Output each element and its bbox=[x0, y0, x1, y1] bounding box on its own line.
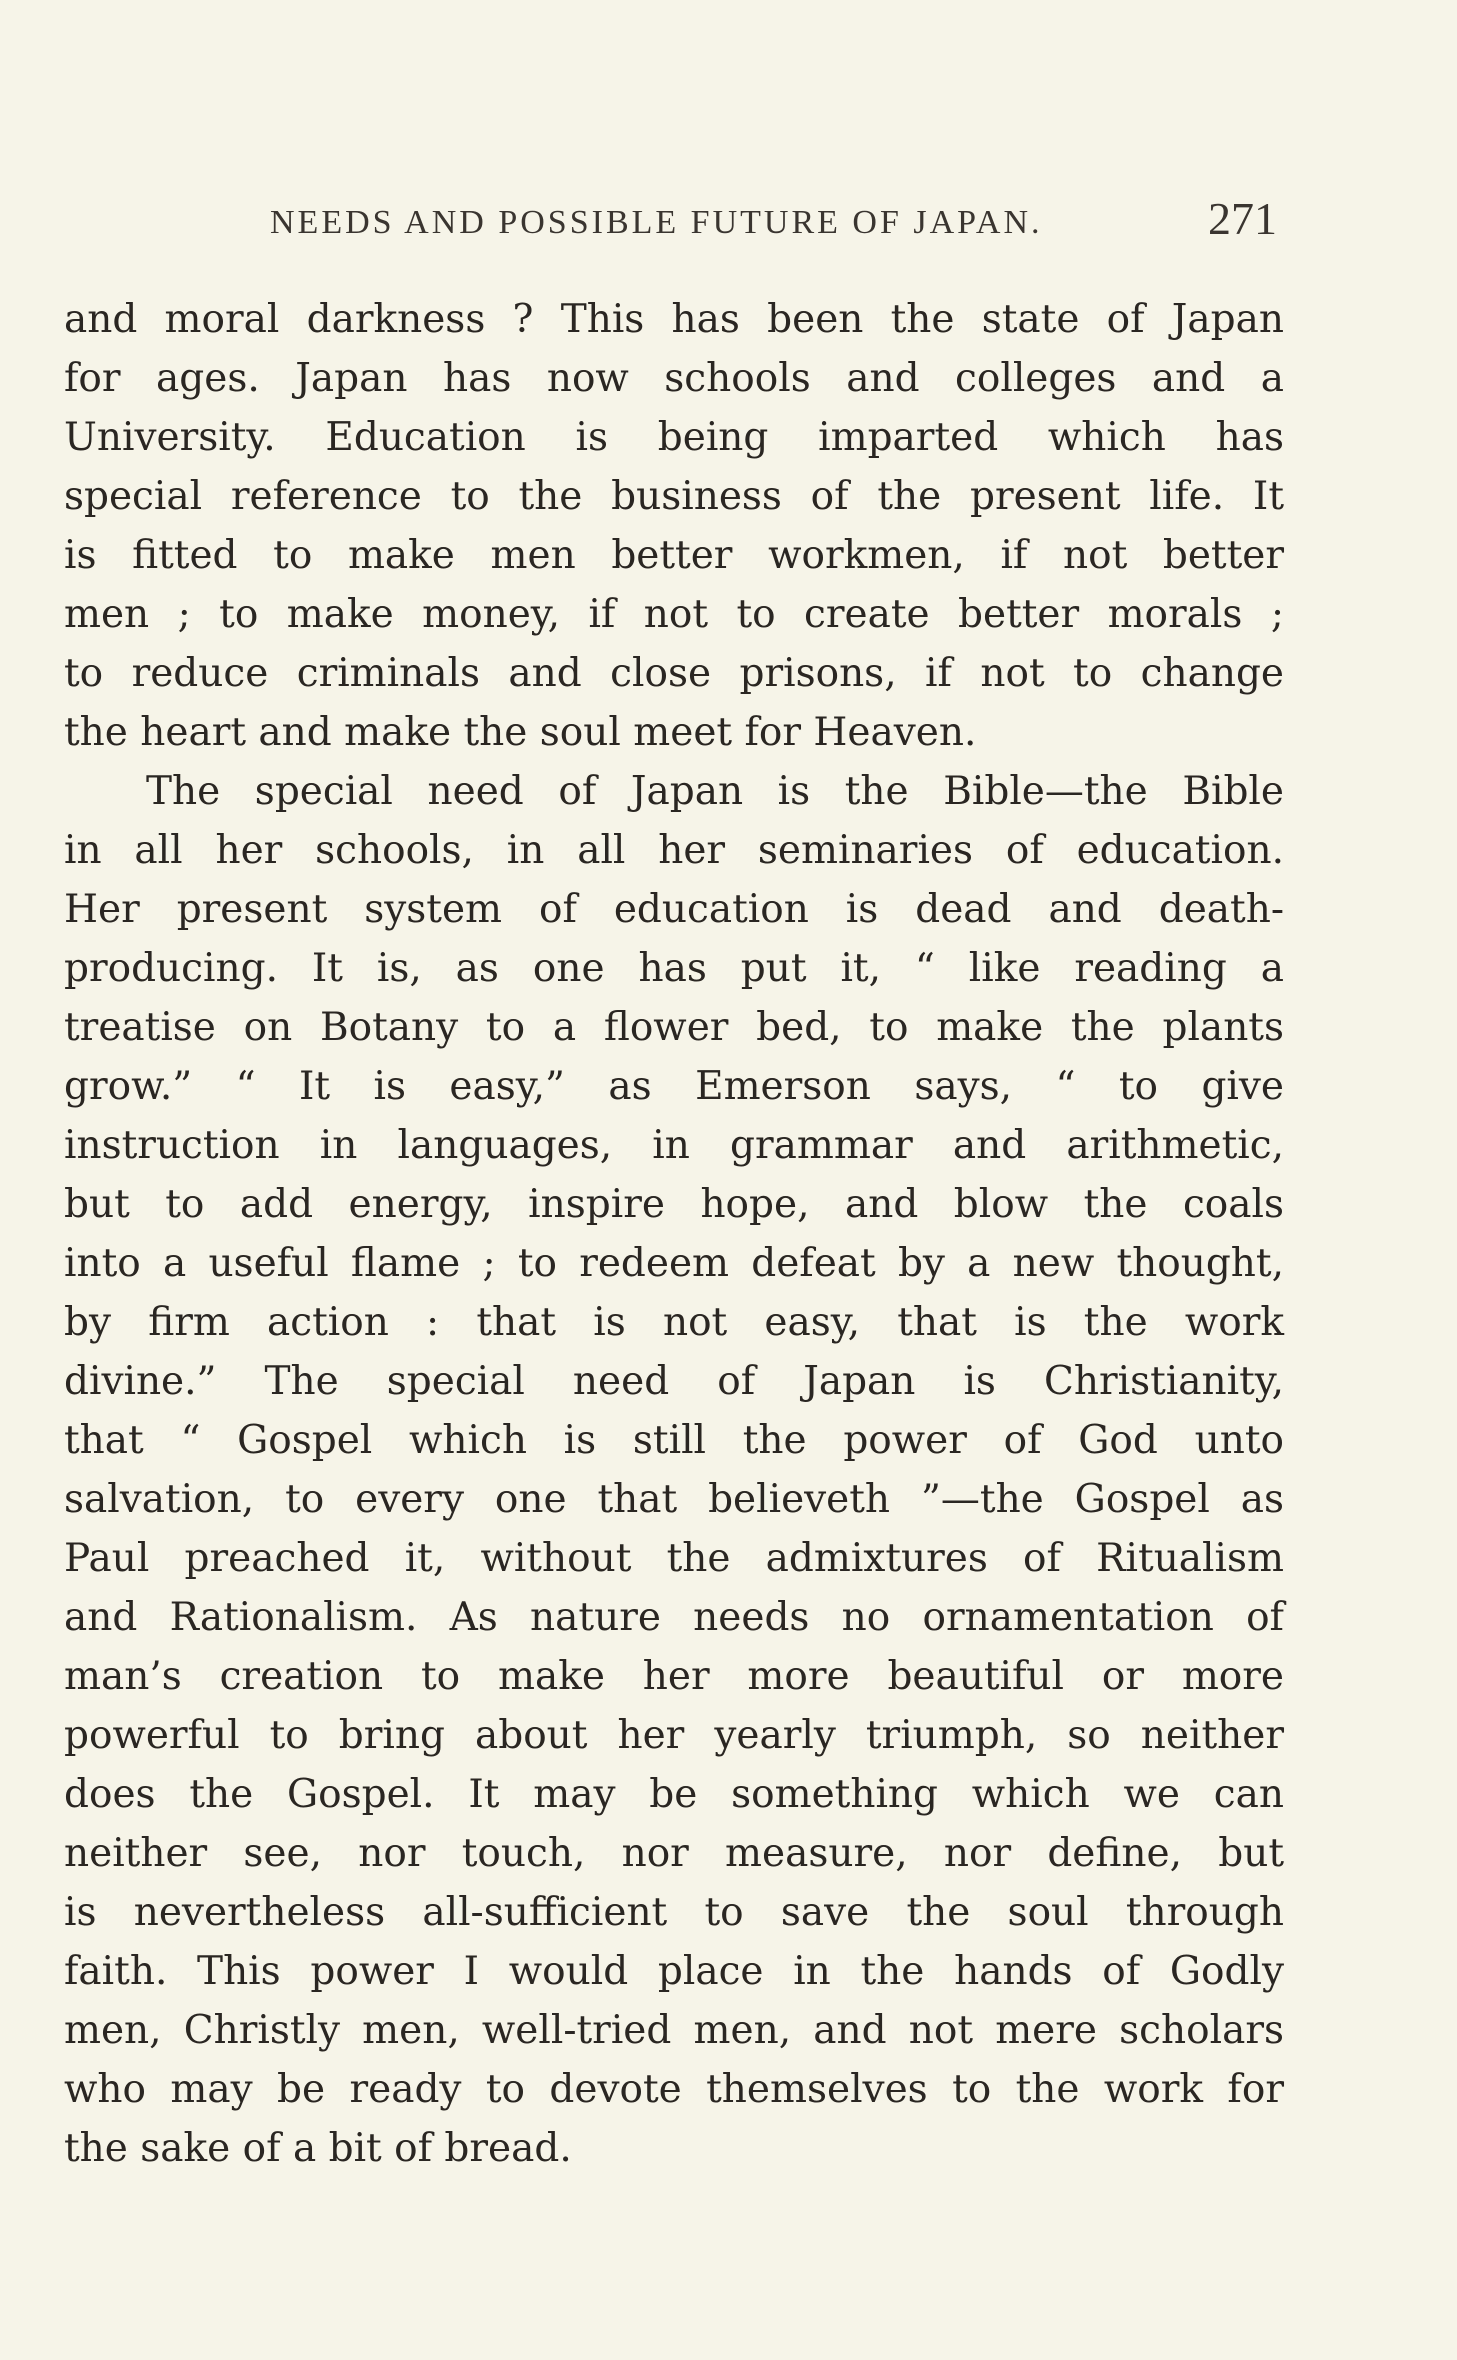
text-line: in all her schools, in all her seminaries of education. bbox=[64, 828, 1284, 873]
text-line: instruction in languages, in grammar and arithmetic, bbox=[64, 1123, 1284, 1168]
text-line: to reduce criminals and close prisons, if not to change bbox=[64, 651, 1284, 696]
text-line: the heart and make the soul meet for Heaven. bbox=[64, 710, 977, 755]
text-line: salvation, to every one that believeth ”—the Gospel as bbox=[64, 1477, 1284, 1522]
text-line: men ; to make money, if not to create better morals ; bbox=[64, 592, 1284, 637]
text-line: and Rationalism. As nature needs no ornamentation of bbox=[64, 1595, 1284, 1640]
text-line: by firm action : that is not easy, that is the work bbox=[64, 1300, 1284, 1345]
paragraph bbox=[64, 762, 1284, 2178]
text-line: special reference to the business of the present life. It bbox=[64, 474, 1284, 519]
text-line: and moral darkness ? This has been the state of Japan bbox=[64, 297, 1284, 342]
text-line: Her present system of education is dead and death- bbox=[64, 887, 1284, 932]
text-line: powerful to bring about her yearly triumph, so neither bbox=[64, 1713, 1284, 1758]
text-line: for ages. Japan has now schools and colleges and a bbox=[64, 356, 1284, 401]
text-line: is fitted to make men better workmen, if not better bbox=[64, 533, 1284, 578]
text-line: is nevertheless all-sufficient to save the soul through bbox=[64, 1890, 1284, 1935]
text-line: faith. This power I would place in the hands of Godly bbox=[64, 1949, 1284, 1994]
text-line: treatise on Botany to a flower bed, to make the plants bbox=[64, 1005, 1284, 1050]
running-header: NEEDS AND POSSIBLE FUTURE OF JAPAN. bbox=[270, 204, 1043, 241]
text-line: man’s creation to make her more beautiful or more bbox=[64, 1654, 1284, 1699]
paragraph bbox=[64, 290, 1284, 762]
text-line: men, Christly men, well-tried men, and not mere scholars bbox=[64, 2008, 1284, 2053]
text-line: Paul preached it, without the admixtures of Ritualism bbox=[64, 1536, 1284, 1581]
text-line: the sake of a bit of bread. bbox=[64, 2126, 572, 2171]
text-line: The special need of Japan is the Bible—the Bible bbox=[146, 769, 1284, 814]
text-line: that “ Gospel which is still the power of God unto bbox=[64, 1418, 1284, 1463]
text-line: does the Gospel. It may be something which we can bbox=[64, 1772, 1284, 1817]
text-line: grow.” “ It is easy,” as Emerson says, “ to give bbox=[64, 1064, 1284, 1109]
text-line: producing. It is, as one has put it, “ like reading a bbox=[64, 946, 1284, 991]
text-line: neither see, nor touch, nor measure, nor define, but bbox=[64, 1831, 1284, 1876]
text-line: into a useful flame ; to redeem defeat by a new thought, bbox=[64, 1241, 1284, 1286]
text-line: but to add energy, inspire hope, and blow the coals bbox=[64, 1182, 1284, 1227]
body-text bbox=[64, 290, 1284, 2178]
text-line: University. Education is being imparted which has bbox=[64, 415, 1284, 460]
text-line: divine.” The special need of Japan is Christianity, bbox=[64, 1359, 1284, 1404]
page-number: 271 bbox=[1208, 193, 1277, 244]
text-line: who may be ready to devote themselves to the work for bbox=[64, 2067, 1284, 2112]
